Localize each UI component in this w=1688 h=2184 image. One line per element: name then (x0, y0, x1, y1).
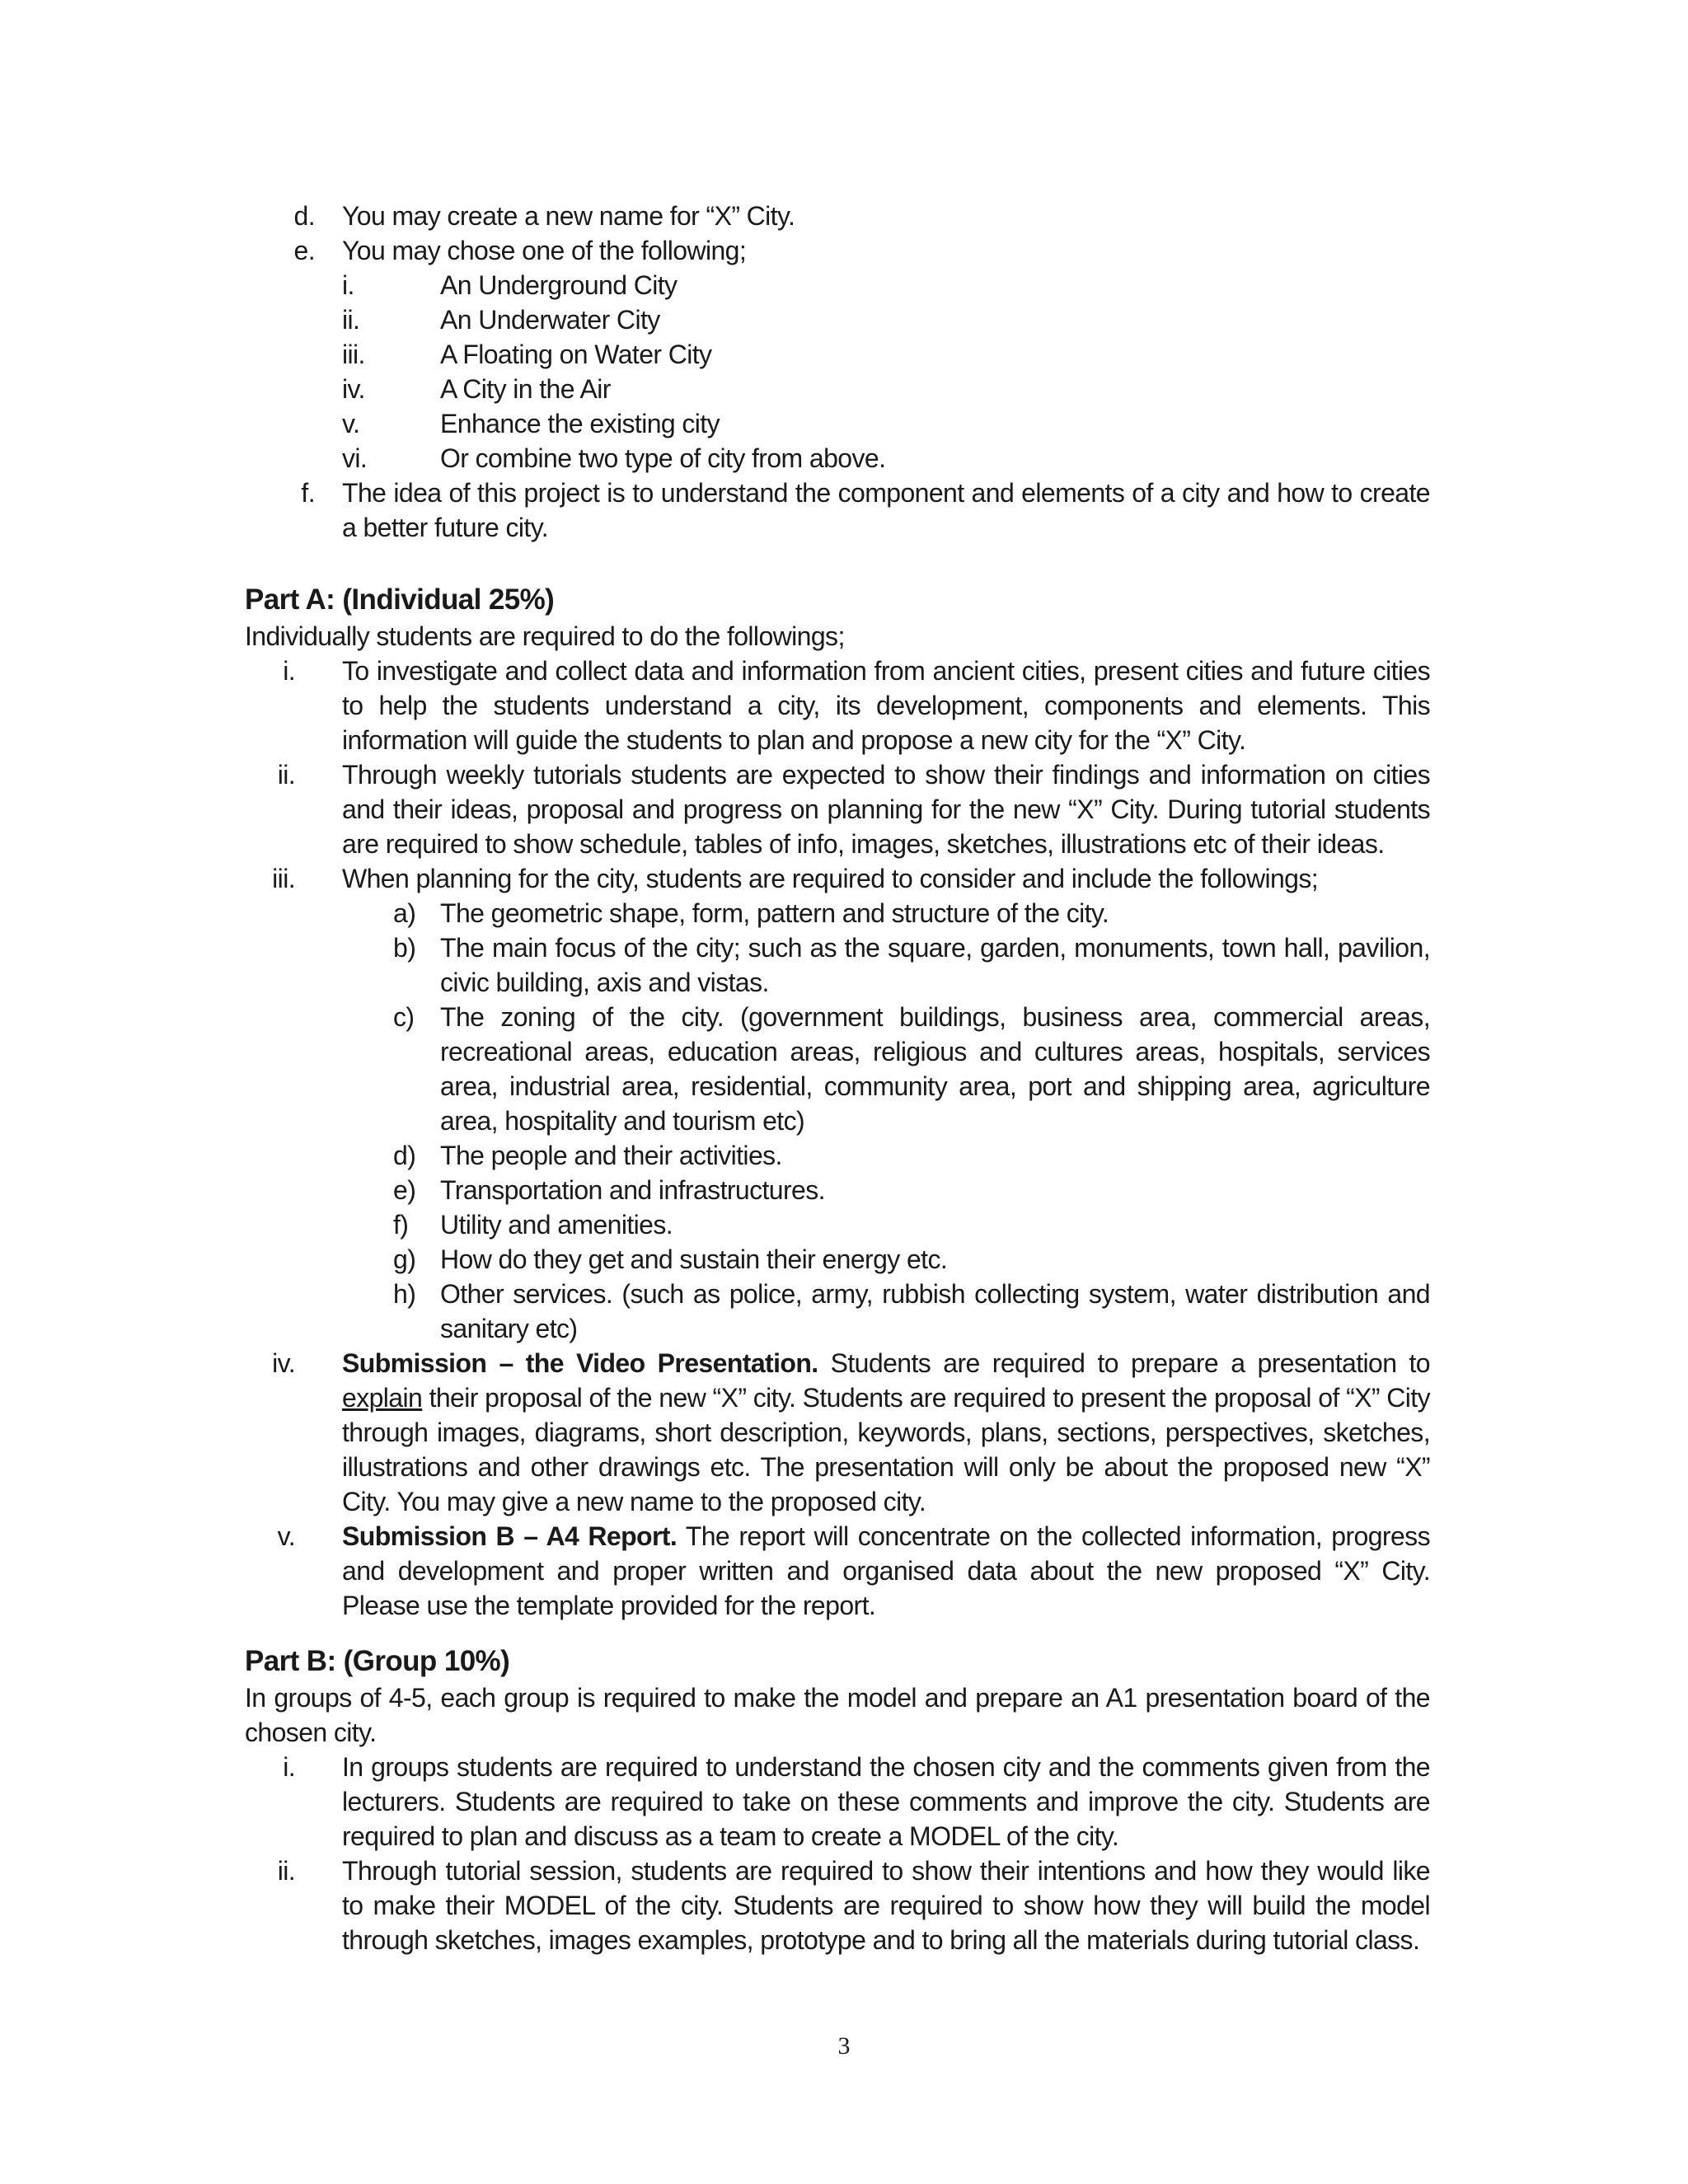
planning-item: Transportation and infrastructures. (440, 1175, 825, 1205)
video-submission-item (342, 1346, 1430, 1519)
city-type-marker: vi. (342, 443, 368, 473)
page-number: 3 (837, 2032, 851, 2060)
city-type-option: An Underground City (440, 270, 678, 300)
planning-item: Utility and amenities. (440, 1210, 673, 1240)
city-type-marker: iv. (342, 374, 365, 404)
planning-item: How do they get and sustain their energy etc. (440, 1244, 948, 1274)
planning-marker: d) (393, 1141, 416, 1170)
planning-marker: f) (393, 1210, 409, 1240)
planning-item: Other services. (such as police, army, rubbish collecting system, water distribution and sanitary etc) (440, 1279, 1430, 1343)
part-a-item: When planning for the city, students are required to consider and include the followings; (342, 864, 1319, 893)
list-marker-e: e. (293, 236, 315, 265)
city-type-marker: iii. (342, 340, 365, 369)
explain-underlined: explain (342, 1383, 423, 1413)
planning-item: The main focus of the city; such as the square, garden, monuments, town hall, pavilion, civic building, axis and vistas. (440, 933, 1430, 997)
planning-item: The people and their activities. (440, 1141, 782, 1170)
report-submission-text: The report will concentrate on the collected information, progress and development and proper written and organised data about the new proposed “X” City. Please use the template provided for the report. (342, 1521, 1430, 1620)
planning-item: The geometric shape, form, pattern and structure of the city. (440, 898, 1109, 928)
city-type-option: A Floating on Water City (440, 340, 712, 369)
video-submission-text-cont: their proposal of the new “X” city. Students are required to present the proposal of “X” City through images, diagrams, short description, keywords, plans, sections, perspectives, sketches, illustrations and other drawings etc. The presentation will only be about the proposed new “X” City. You may give a new name to the proposed city. (342, 1383, 1430, 1516)
planning-marker: g) (393, 1244, 416, 1274)
part-a-item: To investigate and collect data and information from ancient cities, present cities and future cities to help the students understand a city, its development, components and elements. This information will guide the students to plan and propose a new city for the “X” City. (342, 656, 1430, 755)
part-a-marker: i. (283, 656, 295, 686)
part-b-intro: In groups of 4-5, each group is required to make the model and prepare an A1 presentation board of the chosen city. (245, 1683, 1430, 1747)
part-a-marker: iv. (272, 1348, 295, 1378)
part-a-marker: v. (277, 1521, 295, 1551)
part-b-marker: ii. (277, 1856, 295, 1886)
planning-marker: a) (393, 898, 416, 928)
planning-item: The zoning of the city. (government buildings, business area, commercial areas, recreational areas, education areas, religious and cultures areas, hospitals, services area, industrial area, residential, community area, port and shipping area, agriculture area, hospitality and tourism etc) (440, 1002, 1430, 1136)
part-a-heading: Part A: (Individual 25%) (245, 583, 555, 616)
city-type-marker: v. (342, 409, 360, 438)
report-submission-title: Submission B – A4 Report. (342, 1521, 678, 1551)
list-item-e: You may chose one of the following; (342, 236, 747, 265)
list-item-d: You may create a new name for “X” City. (342, 201, 795, 231)
city-type-marker: ii. (342, 305, 360, 335)
list-marker-f: f. (301, 478, 315, 508)
part-a-marker: iii. (272, 864, 295, 893)
part-b-item: In groups students are required to understand the chosen city and the comments given from the lecturers. Students are required to take on these comments and improve the city. Students are required to plan and discuss as a team to create a MODEL of the city. (342, 1752, 1430, 1851)
video-submission-title: Submission – the Video Presentation. (342, 1348, 818, 1378)
city-type-option: Or combine two type of city from above. (440, 443, 886, 473)
report-submission-item (342, 1519, 1430, 1623)
planning-marker: e) (393, 1175, 416, 1205)
city-type-option: An Underwater City (440, 305, 660, 335)
part-b-marker: i. (283, 1752, 295, 1782)
part-a-marker: ii. (277, 760, 295, 790)
planning-marker: c) (393, 1002, 415, 1032)
list-marker-d: d. (293, 201, 315, 231)
part-b-item: Through tutorial session, students are required to show their intentions and how they would like to make their MODEL of the city. Students are required to show how they will build the model through sketches, images examples, prototype and to bring all the materials during tutorial class. (342, 1856, 1430, 1955)
part-b-heading: Part B: (Group 10%) (245, 1645, 510, 1677)
city-type-option: A City in the Air (440, 374, 611, 404)
city-type-marker: i. (342, 270, 354, 300)
list-item-f: The idea of this project is to understand the component and elements of a city and how to create a better future city. (342, 478, 1430, 542)
planning-marker: b) (393, 933, 416, 963)
part-a-item: Through weekly tutorials students are expected to show their findings and information on cities and their ideas, proposal and progress on planning for the new “X” City. During tutorial students are required to show schedule, tables of info, images, sketches, illustrations etc of their ideas. (342, 760, 1430, 859)
planning-marker: h) (393, 1279, 416, 1309)
city-type-option: Enhance the existing city (440, 409, 720, 438)
video-submission-text: Students are required to prepare a presentation to (818, 1348, 1430, 1378)
part-a-intro: Individually students are required to do the followings; (245, 621, 845, 651)
